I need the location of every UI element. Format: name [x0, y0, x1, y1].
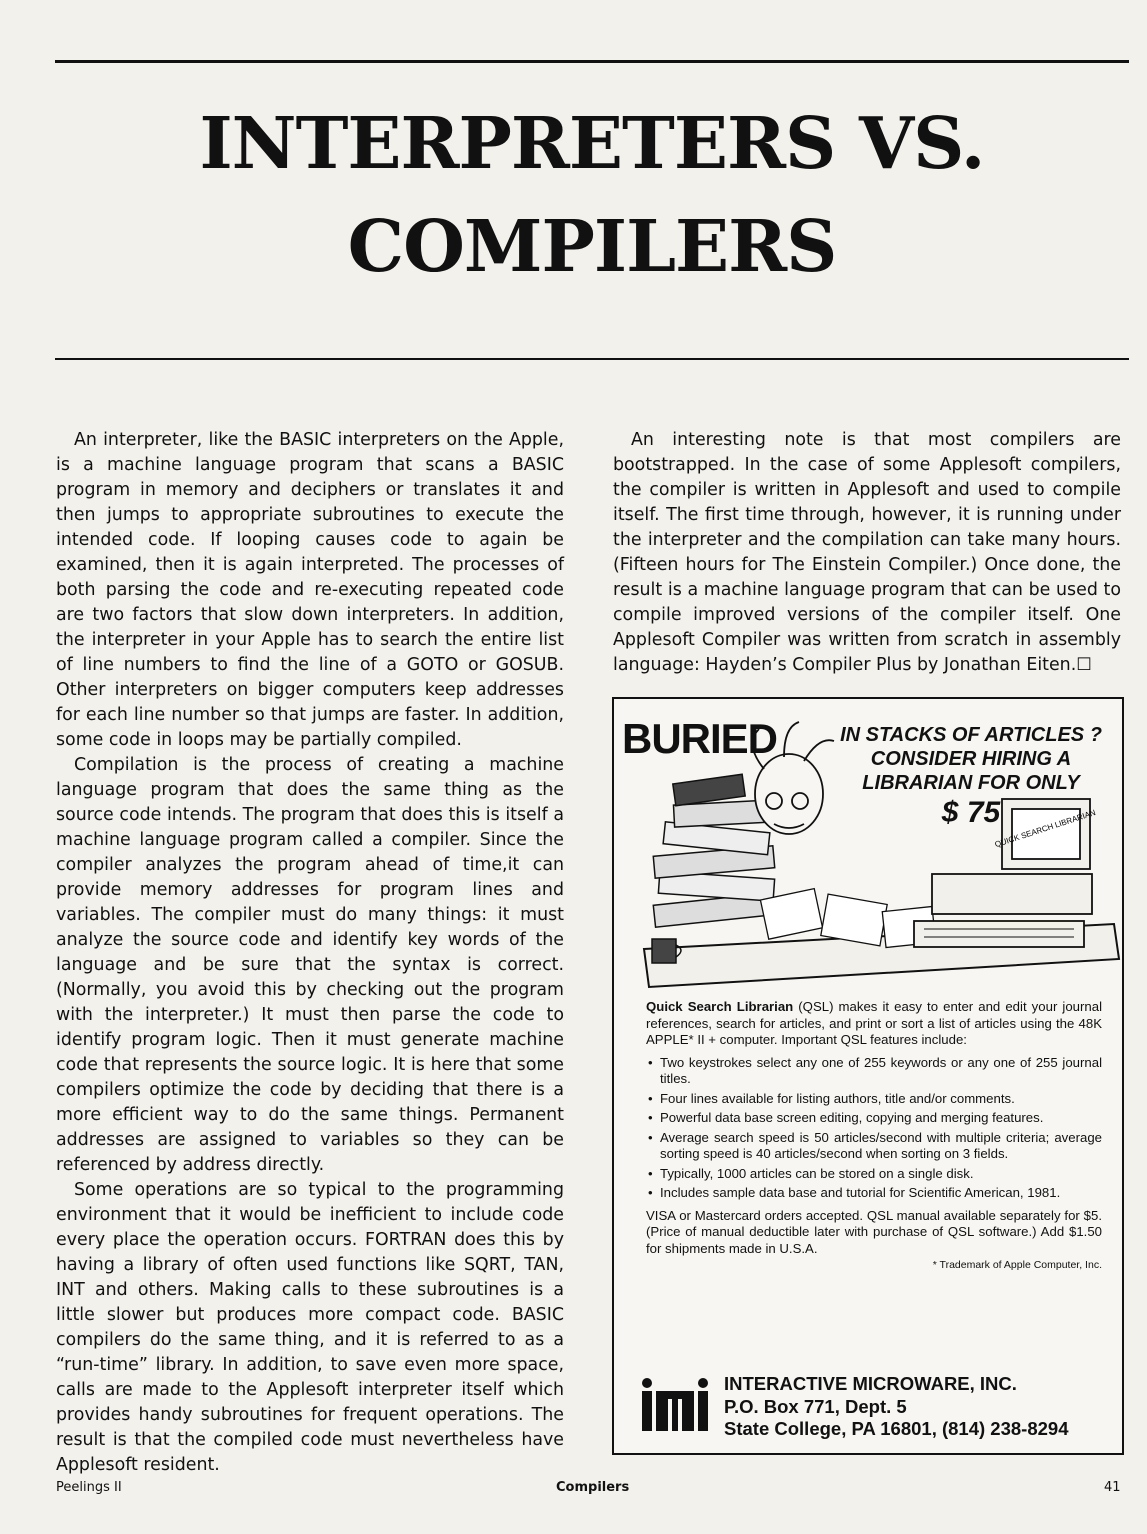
feature-item: • Average search speed is 50 articles/second with multiple criteria; average sorting speed is 40 articles/second when sorting on 3 fields.	[646, 1130, 1102, 1163]
page-headline	[55, 92, 1129, 298]
buried-wordmark: BURIED	[622, 715, 778, 762]
feature-item: • Powerful data base screen editing, copying and merging features.	[646, 1110, 1102, 1127]
ad-ordering-info: VISA or Mastercard orders accepted. QSL manual available separately for $5. (Price of manual deductible later with purchase of QSL software.) Add $1.50 for shipments made in U.S.A.	[646, 1207, 1102, 1256]
feature-item: • Four lines available for listing authors, title and/or comments.	[646, 1091, 1102, 1108]
headline-line-1: INTERPRETERS VS.	[199, 101, 985, 185]
ad-headline-line-3: LIBRARIAN FOR ONLY	[862, 772, 1080, 794]
company-address: P.O. Box 771, Dept. 5	[724, 1395, 907, 1417]
ad-price: $ 75	[941, 796, 1001, 829]
paragraph-bootstrapping: An interesting note is that most compilers are bootstrapped. In the case of some Applesoft compilers, the compiler is written in Applesoft and used to compile itself. The first time through, however, it is running under the interpreter and the compilation can take many hours. (Fifteen hours for The Einstein Compiler.) Once done, the result is a machine language program that can be used to compile improved versions of the compiler itself. One Applesoft Compiler was written from scratch in assembly language: Hayden’s Compiler Plus by Jonathan Eiten.☐	[613, 430, 1121, 675]
headline-rule	[55, 358, 1129, 360]
paragraph-interpreter: An interpreter, like the BASIC interpreters on the Apple, is a machine language program that scans a BASIC program in memory and deciphers or translates it and then jumps to appropriate subroutines to execute the intended code. If looping causes code to again be examined, then it is again interpreted. The processes of both parsing the code and re-executing repeated code are two factors that slow down interpreters. In addition, the interpreter in your Apple has to search the entire list of line numbers to find the line of a GOTO or GOSUB. Other interpreters on bigger computers keep addresses for each line number so that jumps are faster. In addition, some code in loops may be partially compiled.	[56, 430, 564, 750]
footer-section: Compilers	[556, 1480, 630, 1495]
headline-line-2: COMPILERS	[347, 204, 837, 288]
imi-logo-icon	[640, 1377, 710, 1433]
ad-product-name: Quick Search Librarian	[646, 999, 794, 1014]
ad-trademark-note: * Trademark of Apple Computer, Inc.	[932, 1259, 1102, 1271]
left-column	[56, 428, 564, 1478]
ad-headline	[824, 723, 1118, 831]
company-name: INTERACTIVE MICROWARE, INC.	[724, 1373, 1017, 1394]
ad-company-details	[724, 1373, 1069, 1441]
ad-headline-line-1: IN STACKS OF ARTICLES ?	[840, 724, 1102, 746]
footer-page-number: 41	[1104, 1480, 1121, 1495]
right-column	[613, 428, 1121, 678]
company-city-phone: State College, PA 16801, (814) 238-8294	[724, 1418, 1069, 1439]
monitor-label: QUICK SEARCH LIBRARIAN	[993, 808, 1097, 850]
feature-item: • Two keystrokes select any one of 255 keywords or any one of 255 journal titles.	[646, 1055, 1102, 1088]
ad-company-block	[638, 1369, 1108, 1449]
ad-intro	[646, 999, 1102, 1049]
logo-text: imi	[675, 1389, 677, 1390]
top-rule	[55, 60, 1129, 63]
ad-headline-line-2: CONSIDER HIRING A	[870, 748, 1072, 770]
ad-body	[646, 999, 1102, 1274]
feature-item: • Typically, 1000 articles can be stored on a single disk.	[646, 1166, 1102, 1183]
paragraph-runtime-library: Some operations are so typical to the programming environment that it would be inefficient to include code every place the operation occurs. FORTRAN does this by having a library of often used functions like SQRT, TAN, INT and others. Making calls to these subroutines is a little slower but produces more compact code. BASIC compilers do the same thing, and it is referred to as a “run-time” library. In addition, to save even more space, calls are made to the Applesoft interpreter itself which provides handy subroutines for frequent operations. The result is that the compiled code must nevertheless have Applesoft resident.	[56, 1180, 564, 1475]
footer-publication: Peelings II	[56, 1480, 122, 1495]
qsl-advertisement	[612, 697, 1124, 1455]
ad-feature-list	[646, 1055, 1102, 1202]
ad-intro-text: (QSL) makes it easy to enter and edit your journal references, search for articles, and print or sort a list of articles using the 48K APPLE* II + computer. Important QSL features include:	[646, 999, 1102, 1047]
paragraph-compilation: Compilation is the process of creating a machine language program that does the same thing as the source code intends. The program that does this is itself a machine language program called a compiler. Since the compiler analyzes the program ahead of time,it can provide memory addresses for program lines and variables. The compiler must do many things: it must analyze the source code and identify key words of the language and be sure that the syntax is correct. (Normally, you avoid this by checking out the program with the interpreter.) It must then parse the code to identify program logic. Then it must generate machine code that represents the source logic. It is here that some compilers optimize the code by deciding that there is a more efficient way to do the same things. Permanent addresses are assigned to variables so they can be referenced by address directly.	[56, 755, 564, 1175]
feature-item: • Includes sample data base and tutorial for Scientific American, 1981.	[646, 1185, 1102, 1202]
